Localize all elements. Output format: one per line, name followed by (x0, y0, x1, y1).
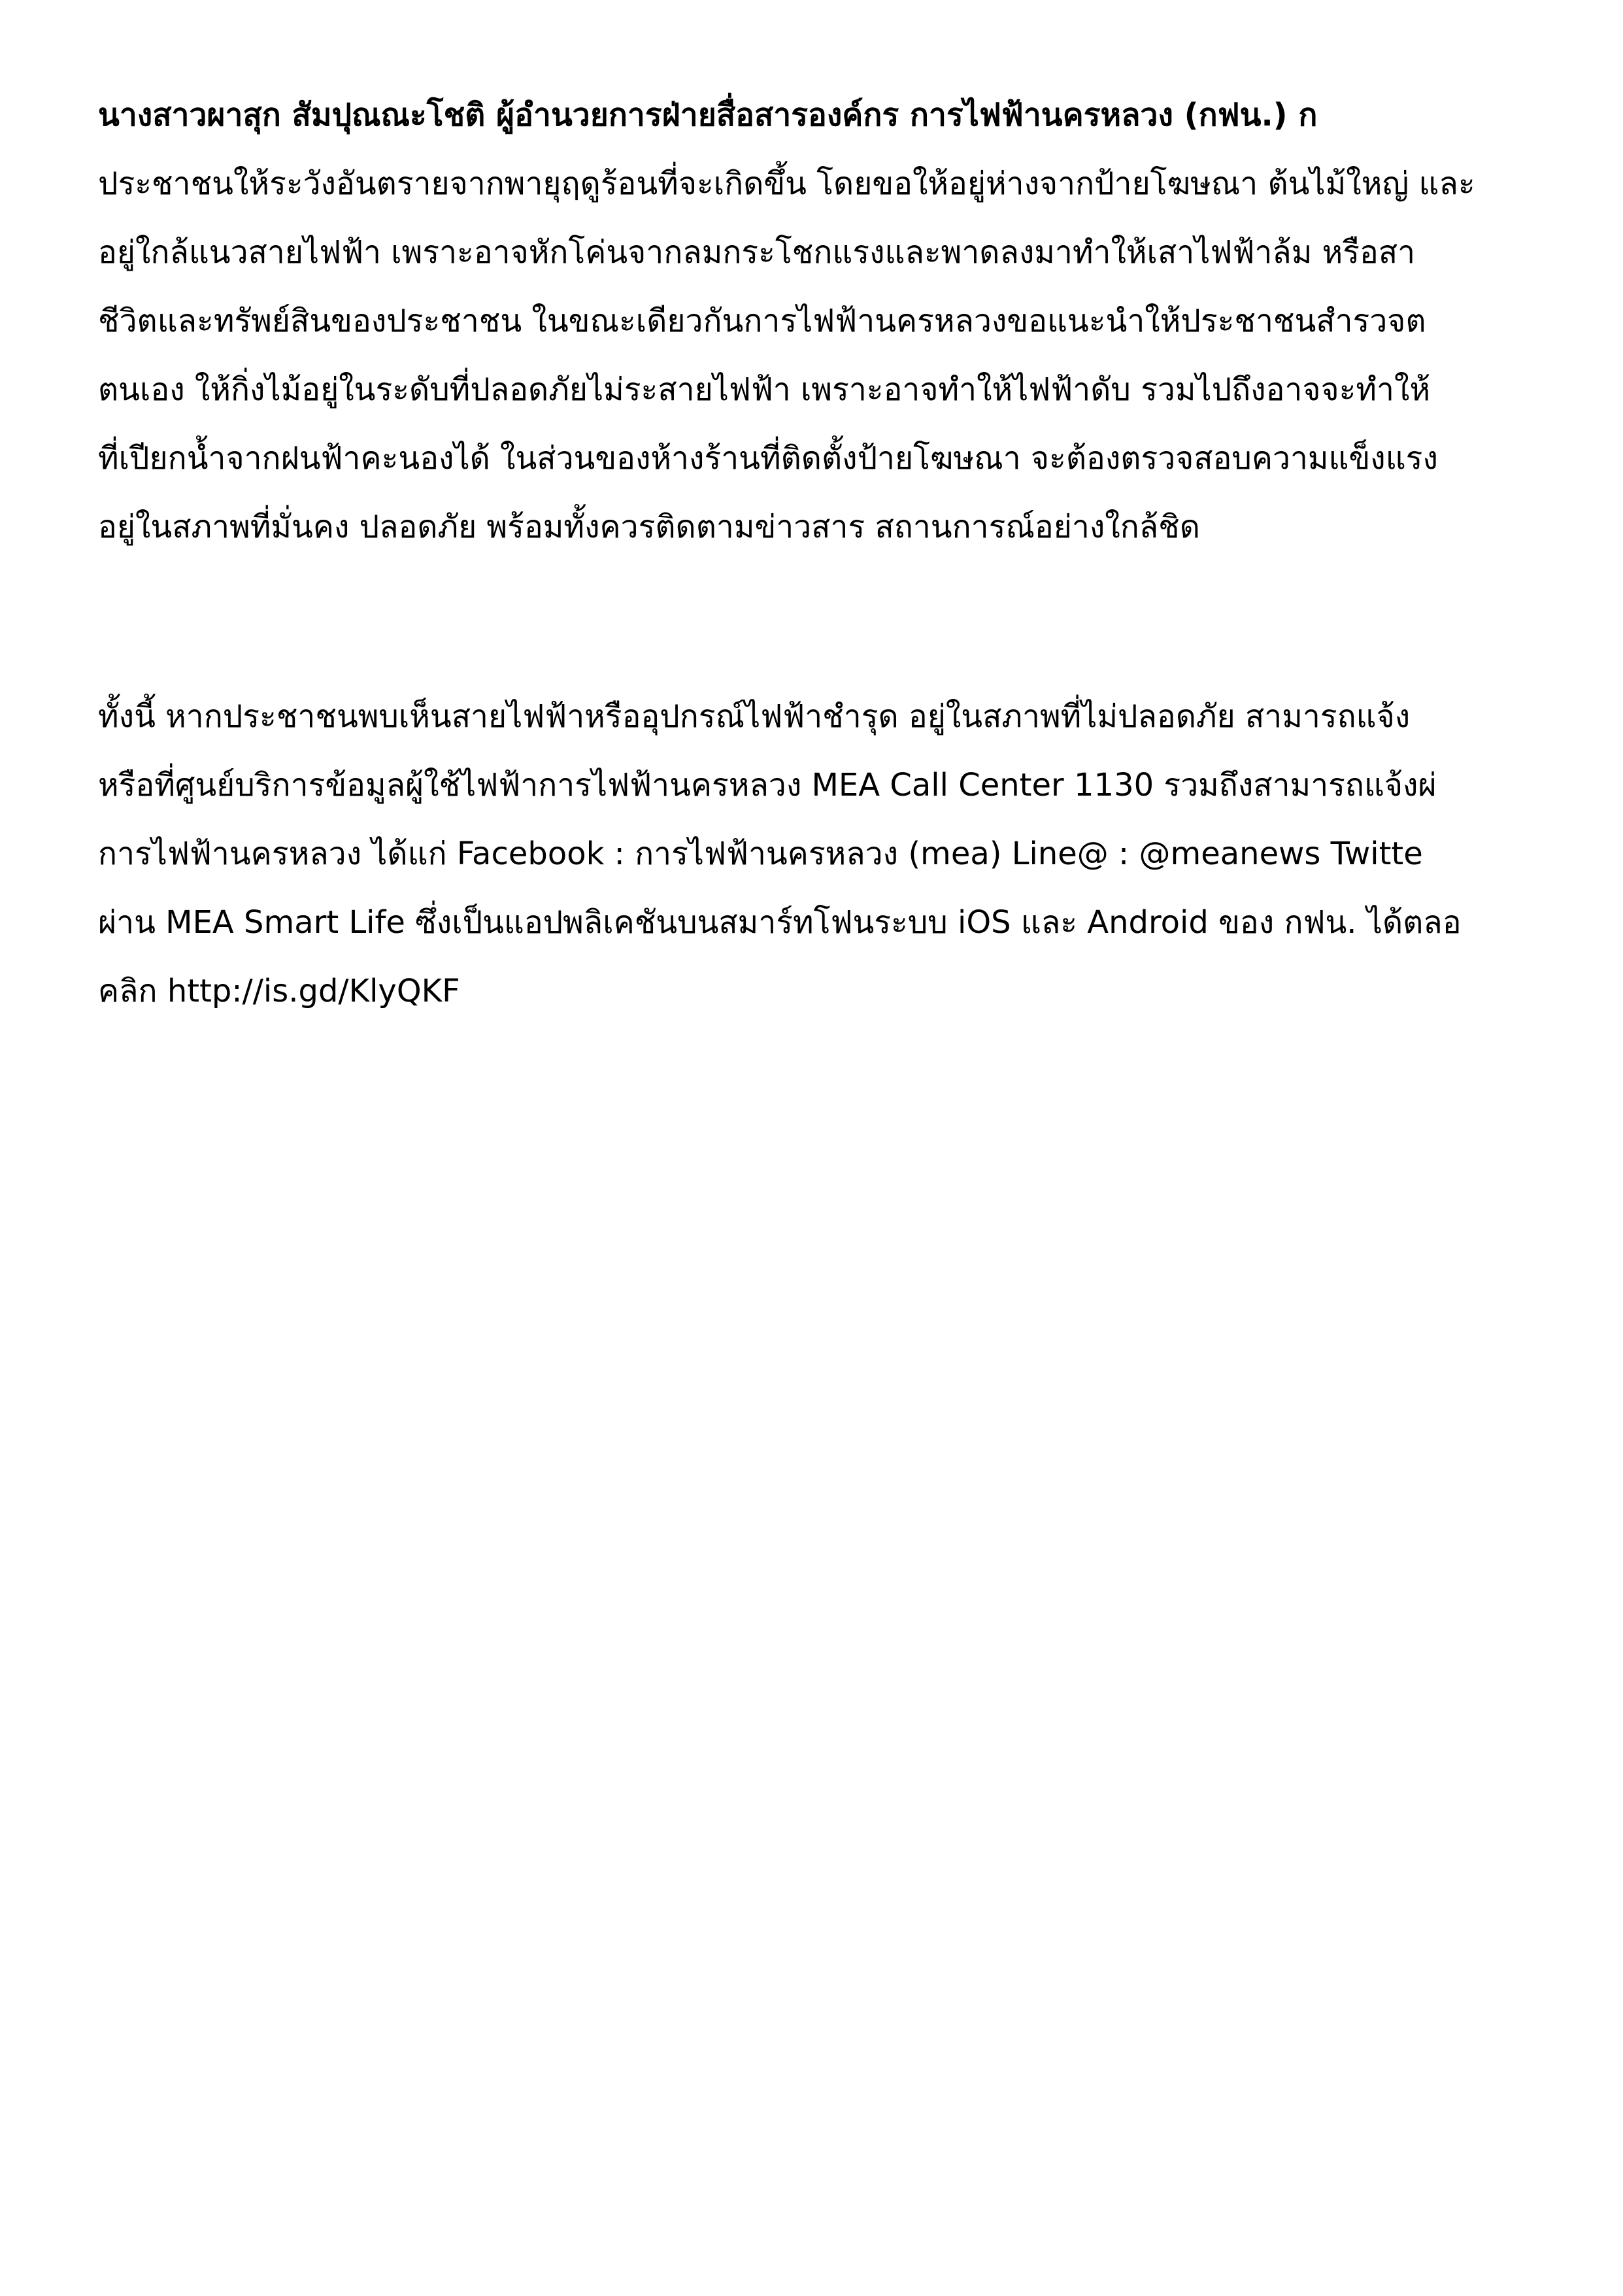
paragraph-line: ประชาชนให้ระวังอันตรายจากพายุฤดูร้อนที่จะเกิดขึ้น โดยขอให้อยู่ห่างจากป้ายโฆษณา ต้นไม้ใหญ่ และ (98, 165, 1475, 202)
paragraph-line: อยู่ใกล้แนวสายไฟฟ้า เพราะอาจหักโค่นจากลมกระโชกแรงและพาดลงมาทำให้เสาไฟฟ้าล้ม หรือสา (98, 234, 1416, 271)
paragraph-line: ชีวิตและทรัพย์สินของประชาชน ในขณะเดียวกันการไฟฟ้านครหลวงขอแนะนำให้ประชาชนสำรวจต (98, 303, 1426, 339)
paragraph-line: หรือที่ศูนย์บริการข้อมูลผู้ใช้ไฟฟ้าการไฟฟ้านครหลวง MEA Call Center 1130 รวมถึงสามารถแจ้งผ่ (98, 767, 1437, 803)
paragraph-line: ทั้งนี้ หากประชาชนพบเห็นสายไฟฟ้าหรืออุปกรณ์ไฟฟ้าชำรุด อยู่ในสภาพที่ไม่ปลอดภัย สามารถแจ้ง (98, 698, 1411, 735)
paragraph-line: ผ่าน MEA Smart Life ซึ่งเป็นแอปพลิเคชันบนสมาร์ทโฟนระบบ iOS และ Android ของ กฟน. ได้ตลอ (98, 904, 1462, 941)
paragraph-line-link: คลิก http://is.gd/KlyQKF (98, 973, 460, 1009)
paragraph-line: ตนเอง ให้กิ่งไม้อยู่ในระดับที่ปลอดภัยไม่ระสายไฟฟ้า เพราะอาจทำให้ไฟฟ้าดับ รวมไปถึงอาจจะทำให้ (98, 371, 1431, 408)
paragraph-contact-info (98, 683, 1623, 1026)
paragraph-announcement (98, 81, 1623, 562)
paragraph-lead-line: นางสาวผาสุก สัมปุณณะโชติ ผู้อำนวยการฝ่ายสื่อสารองค์กร การไฟฟ้านครหลวง (กฟน.) ก (98, 97, 1318, 133)
paragraph-line: การไฟฟ้านครหลวง ได้แก่ Facebook : การไฟฟ้านครหลวง (mea) Line@ : @meanews Twitte (98, 836, 1423, 872)
paragraph-line: ที่เปียกน้ำจากฝนฟ้าคะนองได้ ในส่วนของห้างร้านที่ติดตั้งป้ายโฆษณา จะต้องตรวจสอบความแข็งแรง (98, 440, 1438, 477)
paragraph-line: อยู่ในสภาพที่มั่นคง ปลอดภัย พร้อมทั้งควรติดตามข่าวสาร สถานการณ์อย่างใกล้ชิด (98, 509, 1200, 545)
